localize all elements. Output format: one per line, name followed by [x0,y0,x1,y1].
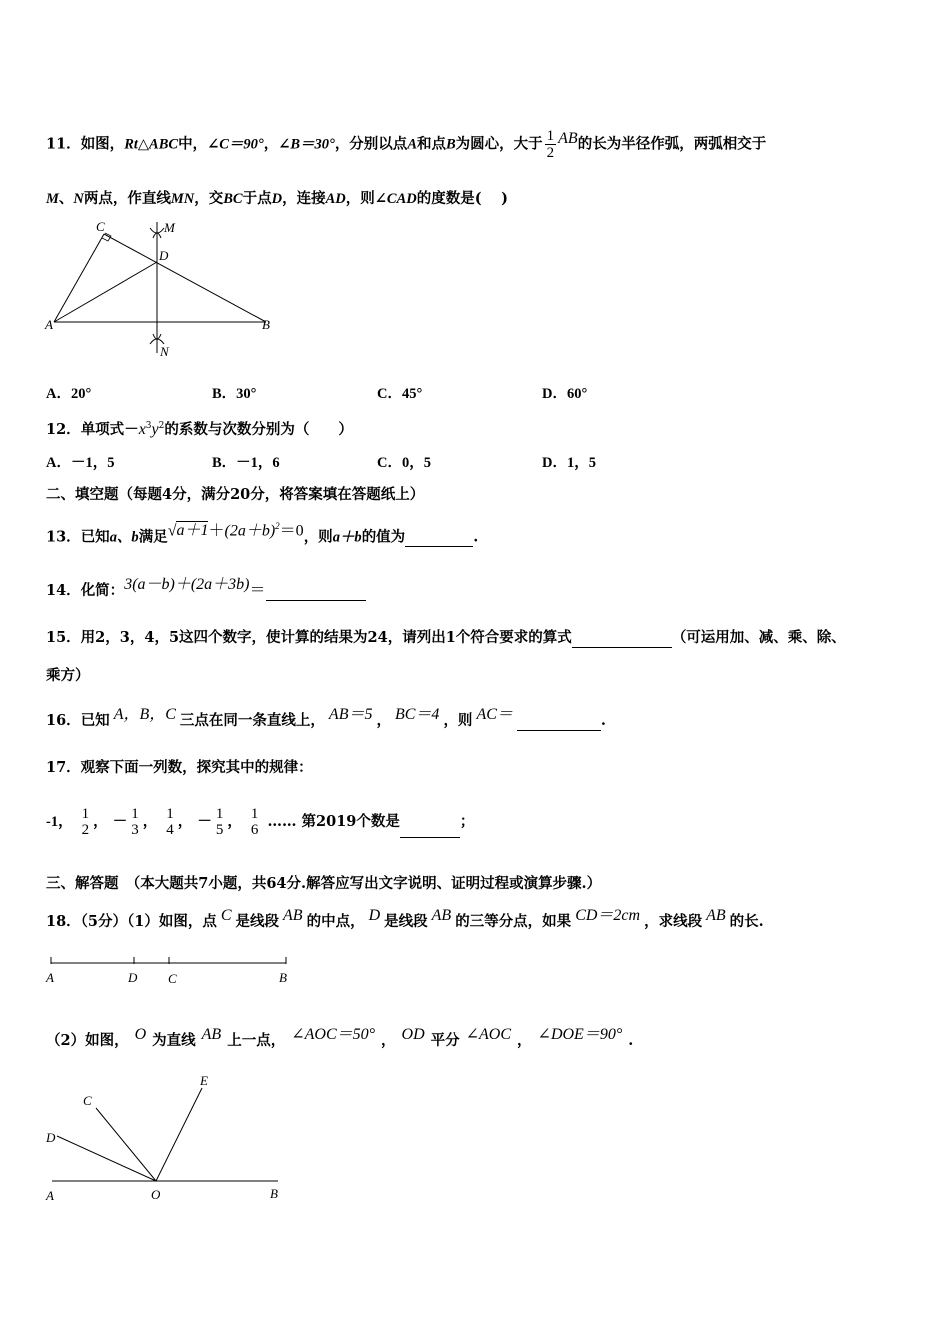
q13-equation: $√a+1+(2a+b)^2=0$ [167,521,304,540]
q11-option-c[interactable]: C．45° [377,386,423,402]
q14-answer-blank[interactable] [266,586,366,601]
label-b: B [262,317,270,332]
segment-ad [54,262,157,322]
q17-line1: 17．观察下面一列数，探究其中的规律： [46,759,313,776]
q16-number: 16． [46,712,81,729]
ray-od [57,1136,156,1181]
q18-part1: 18．（5分）（1）如图，点 C 是线段 AB 的中点， D 是线段 AB 的三等分点，如果 CD＝2cm ，求线段 AB 的长. [46,907,764,930]
label-d: D [46,1130,56,1145]
q14-expression: 3(a－b)＋(2a＋3b) [124,576,250,593]
q11-number: 11． [46,135,81,153]
q16-answer-blank[interactable] [517,716,601,731]
q18-segment-figure [44,950,304,990]
label-o: O [151,1187,161,1202]
q17-answer-blank[interactable] [400,823,460,838]
q11-option-a[interactable]: A．20° [46,386,92,402]
q12-stem: 12．单项式$-x^3y^2$的系数与次数分别为（ ） [46,420,353,438]
q18-part2: （2）如图， O 为直线 AB 上一点， ∠AOC＝50° ， OD 平分 ∠AOC ， ∠DOE＝90° . [46,1026,634,1049]
q17-term: 1 6 [250,806,259,838]
q13-stem: 13．已知a、b满足$√a+1+(2a+b)^2=0$，则a＋b的值为 . [46,522,478,547]
q12-option-c[interactable]: C．0，5 [377,455,431,471]
label-a: A [46,1188,54,1203]
label-a: A [46,970,54,985]
q11-line2: M、N两点，作直线MN，交BC于点D，连接AD，则∠CAD的度数是( ) [46,190,508,207]
q11-option-d[interactable]: D．60° [542,386,588,402]
q12-option-b[interactable]: B．－1，6 [212,455,280,471]
label-m: M [164,220,175,235]
q18-angle-figure [42,1068,302,1213]
q13-number: 13． [46,528,81,546]
ray-oc [96,1108,156,1181]
q13-answer-blank[interactable] [405,532,473,547]
q12-option-d[interactable]: D．1，5 [542,455,596,471]
label-n: N [160,344,169,359]
q15-line2: 乘方） [46,667,90,684]
q11-option-b[interactable]: B．30° [212,386,257,402]
q12-number: 12． [46,420,81,438]
q15-answer-blank[interactable] [572,633,672,648]
section-3-heading: 三、解答题 （本大题共7小题，共64分.解答应写出文字说明、证明过程或演算步骤.） [46,875,602,892]
q17-term: － 1 5 ， [197,806,242,838]
label-c: C [168,971,177,986]
label-c: C [96,219,105,234]
q17-term: 1 2 ， [81,806,108,838]
side-ac [54,234,104,322]
q14-stem: 14．化简：3(a－b)＋(2a＋3b)＝ [46,581,366,601]
label-b: B [279,970,287,985]
q12-option-a[interactable]: A．－1，5 [46,455,115,471]
side-cb [104,234,266,322]
q11-triangle-figure [40,218,280,363]
ray-oe [156,1088,202,1181]
label-b: B [270,1186,278,1201]
q15-line1: 15．用2，3，4，5这四个数字，使计算的结果为24，请列出1个符合要求的算式 （可运用加、减、乘、除、 [46,629,846,646]
label-d: D [159,248,169,263]
section-2-heading: 二、填空题（每题4分，满分20分，将答案填在答题纸上） [46,486,425,503]
label-c: C [83,1093,92,1108]
q17-term: 1 4 ， [166,806,193,838]
label-d: D [128,970,138,985]
q17-term: － 1 3 ， [112,806,158,838]
label-a: A [45,317,53,332]
q17-sequence: -1， 1 2 ， － 1 3 ， 1 4 ， － 1 5 ， 1 6 …… 第2019个数是 ； [46,806,475,838]
q16-stem: 16．已知 A，B，C 三点在同一条直线上， AB＝5 ， BC＝4 ，则 AC＝ . [46,706,606,729]
half-fraction: $\frac{1}{2}$ [546,128,555,161]
q14-number: 14． [46,582,81,599]
q11-line1: 11．如图，Rt△ABC中，∠C＝90°，∠B＝30°，分别以点A和点B为圆心，大于 $\frac{1}{2}$ AB的长为半径作弧，两弧相交于 [46,128,767,161]
label-e: E [200,1073,208,1088]
